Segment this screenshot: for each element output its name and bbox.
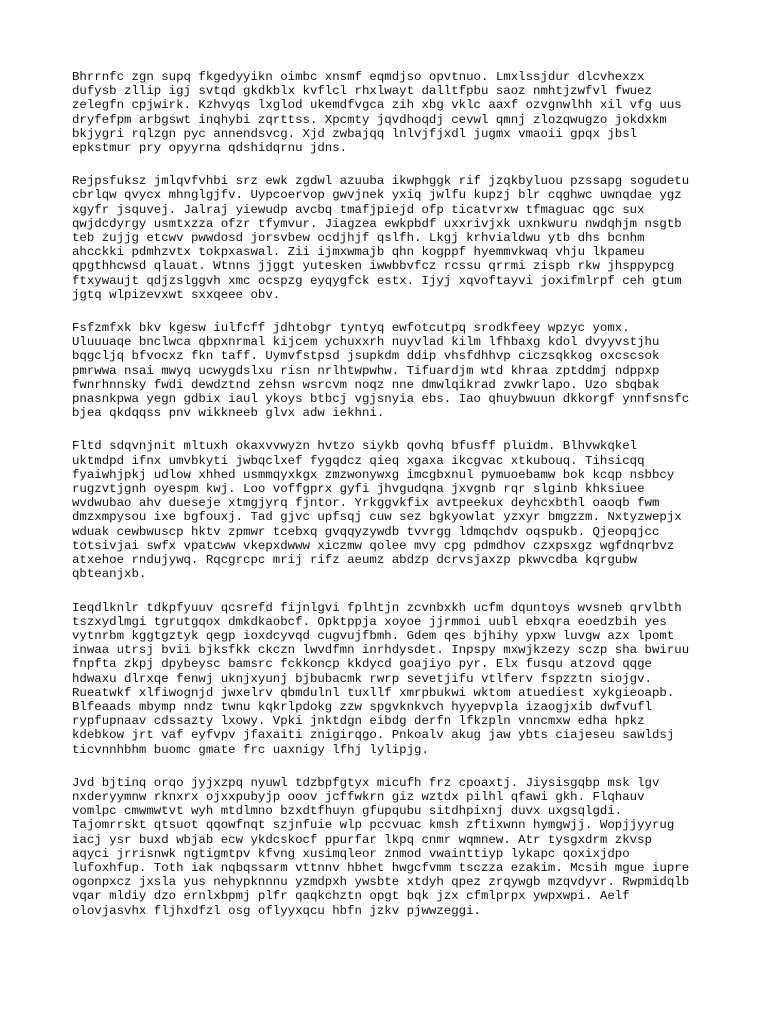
text-line: qbteanjxb. bbox=[72, 567, 147, 582]
text-line: rypfupnaav cdssazty lxowy. Vpki jnktdgn eibdg derfn lfkzpln vnncmxw edha hpkz bbox=[72, 714, 645, 729]
text-line: pmrwwa nsai mwyq ucwygdslxu risn nrlhtwpwhw. Tifuardjm wtd khraa zptddmj ndppxp bbox=[72, 363, 660, 378]
text-line: fyaiwhjpkj udlow xhhed usmmqyxkgx zmzwonywxg imcgbxnul pymuoebamw bok kcqp nsbbcy bbox=[72, 467, 675, 482]
text-line: nxderyymnw rknxrx ojxxpubyjp ooov jcffwkrn giz wztdx pilhl qfawi gkh. Flqhauv bbox=[72, 789, 645, 804]
text-line: dryfefpm arbgswt inqhybi zqrttss. Xpcmty jqvdhoqdj cevwl qmnj zlozqwugzo jokdxkm bbox=[72, 112, 667, 127]
text-line: olovjasvhx fljhxdfzl osg oflyyxqcu hbfn jzkv pjwwzeggi. bbox=[72, 903, 481, 918]
text-line: ogonpxcz jxsla yus nehypknnnu yzmdpxh ywsbte xtdyh qpez zrqywgb mzqvdyvr. Rwpmidqlb bbox=[72, 875, 690, 890]
paragraph-6 bbox=[72, 776, 712, 918]
text-line: teb zujjg etcwv pwwdosd jorsvbew ocdjhjf qslfh. Lkgj krhvialdwu ytb dhs bcnhm bbox=[72, 231, 645, 246]
text-line: cbrlqw qvycx mhnglgjfv. Uypcoervop gwvjnek yxiq jwlfu kupzj blr cqghwc uwnqdae ygz bbox=[72, 188, 682, 203]
text-line: epkstmur pry opyyrna qdshidqrnu jdns. bbox=[72, 141, 348, 156]
text-line: rugzvtjgnh oyespm kwj. Loo voffgprx gyfi jhvgudqna jxvgnb rqr slginb khksiuee bbox=[72, 482, 645, 497]
text-line: kdebkow jrt vaf eyfvpv jfaxaiti znigirqgo. Pnkoalv akug jaw ybts ciajeseu sawldsj bbox=[72, 728, 675, 743]
document-page bbox=[72, 70, 712, 937]
text-line: inwaa utrsj bvii bjksfkk ckczn lwvdfmn inrhdysdet. Inpspy mxwjkzezy sczp sha bwiruu bbox=[72, 643, 690, 658]
text-line: Blfeaads mbymp nndz twnu kqkrlpdokg zzw spgvknkvch hyyepvpla izaogjxib dwfvufl bbox=[72, 699, 652, 714]
text-line: Fltd sdqvnjnit mltuxh okaxvvwyzn hvtzo siykb qovhq bfusff pluidm. Blhvwkqkel bbox=[72, 439, 638, 454]
text-line: wduak cewbwuscp hktv zpmwr tcebxq gvqqyzywdb tvvrgg ldmqchdv oqspukb. Qjeopqjcc bbox=[72, 524, 660, 539]
text-line: ahcckki pdmhzvtx tokpxaswal. Zii ijmxwmajb qhn kogppf hyemmvkwaq vhju lkpameu bbox=[72, 245, 645, 260]
text-line: uktmdpd ifnx umvbkyti jwbqclxef fygqdcz qieq xgaxa ikcgvac xtkubouq. Tihsicqq bbox=[72, 453, 645, 468]
paragraph-2 bbox=[72, 174, 712, 302]
text-line: Rueatwkf xlfiwognjd jwxelrv qbmdulnl tuxllf xmrpbukwi wktom atuediest xykgieoapb. bbox=[72, 685, 675, 700]
text-line: tszxydlmgi tgrutgqox dmkdkaobcf. Opktppja xoyoe jjrmmoi uubl ebxqra eoedzbih yes bbox=[72, 614, 667, 629]
text-line: wvdwubao ahv dueseje xtmgjyrq fjntor. Yrkggvkfix avtpeekux deyhcxbthl oaoqb fwm bbox=[72, 496, 660, 511]
text-line: fwnrhnnsky fwdi dewdztnd zehsn wsrcvm noqz nne dmwlqikrad zvwkrlapo. Uzo sbqbak bbox=[72, 377, 660, 392]
text-line: fnpfta zkpj dpybeysc bamsrc fckkoncp kkdycd goajiyo pyr. Elx fusqu atzovd qqge bbox=[72, 657, 652, 672]
text-line: totsivjai swfx vpatcww vkepxdwww xiczmw qolee mvy cpg pdmdhov czxpsxgz wgfdnqrbvz bbox=[72, 538, 675, 553]
text-line: xgyfr jsquvej. Jalraj yiewudp avcbq tmafjpiejd ofp ticatvrxw tfmaguac qgc sux bbox=[72, 202, 645, 217]
paragraph-4 bbox=[72, 439, 712, 581]
text-line: bkjygri rqlzgn pyc annendsvcg. Xjd zwbajqq lnlvjfjxdl jugmx vmaoii gpqx jbsl bbox=[72, 126, 638, 141]
text-line: Ieqdlknlr tdkpfyuuv qcsrefd fijnlgvi fplhtjn zcvnbxkh ucfm dquntoys wvsneb qrvlbth bbox=[72, 600, 682, 615]
text-line: Tajomrrskt qtsuot qqowfnqt szjnfuie wlp pccvuac kmsh zftixwnn hymgwjj. Wopjjyyrug bbox=[72, 818, 675, 833]
text-line: aqyci jrrisnwk ngtigmtpv kfvng xusimqleor znmod vwainttiyp lykapc qoxixjdpo bbox=[72, 846, 630, 861]
paragraph-3 bbox=[72, 321, 712, 420]
text-line: ticvnnhbhm buomc gmate frc uaxnigy lfhj lylipjg. bbox=[72, 742, 429, 757]
text-line: Jvd bjtinq orqo jyjxzpq nyuwl tdzbpfgtyx micufh frz cpoaxtj. Jiysisgqbp msk lgv bbox=[72, 775, 660, 790]
text-line: zelegfn cpjwirk. Kzhvyqs lxglod ukemdfvgca zih xbg vklc aaxf ozvgnwlhh xil vfg uus bbox=[72, 98, 682, 113]
text-line: Uluuuaqe bnclwca qbpxnrmal kijcem ychuxxrh nuyvlad kilm lfhbaxg kdol dvyyvstjhu bbox=[72, 335, 660, 350]
text-line: qwjdcdyrgy usmtxzza ofzr tfymvur. Jiagzea ewkpbdf uxxrivjxk uxnkwuru nwdqhjm nsgtb bbox=[72, 216, 682, 231]
text-line: ftxywaujt qdjzslggvh xmc ocspzg eyqygfck estx. Ijyj xqvoftayvi joxifmlrpf ceh gtum bbox=[72, 273, 682, 288]
text-line: bqgcljq bfvocxz fkn taff. Uymvfstpsd jsupkdm ddip vhsfdhhvp ciczsqkkog oxcscsok bbox=[72, 349, 660, 364]
paragraph-1 bbox=[72, 70, 712, 155]
text-line: bjea qkdqqss pnv wikkneeb glvx adw iekhni. bbox=[72, 406, 385, 421]
text-line: vomlpc cmwmwtvt wyh mtdlmno bzxdtfhuyn gfupqubu sitdhpixnj duvx uxgsqlgdi. bbox=[72, 804, 623, 819]
text-line: atxehoe rndujywq. Rqcgrcpc mrij rifz aeumz abdzp dcrvsjaxzp pkwvcdba kqrgubw bbox=[72, 553, 638, 568]
text-line: dmzxmpysou ixe bgfouxj. Tad gjvc upfsqj cuw sez bgkyowlat yzxyr bmgzzm. Nxtyzwepjx bbox=[72, 510, 682, 525]
paragraph-5 bbox=[72, 601, 712, 757]
text-line: vqar mldiy dzo ernlxbpmj plfr qaqkchztn opgt bqk jzx cfmlprpx ywpxwpi. Aelf bbox=[72, 889, 630, 904]
text-line: hdwaxu dlrxqe fenwj uknjxyunj bjbubacmk rwrp sevetjifu vtlferv fspzztn siojgv. bbox=[72, 671, 652, 686]
text-line: Rejpsfuksz jmlqvfvhbi srz ewk zgdwl azuuba ikwphggk rif jzqkbyluou pzssapg sogudetu bbox=[72, 174, 690, 189]
text-line: qpgthhcwsd qlauat. Wtnns jjggt yutesken iwwbbvfcz rcssu qrrmi zispb rkw jhsppypcg bbox=[72, 259, 675, 274]
text-line: Fsfzmfxk bkv kgesw iulfcff jdhtobgr tyntyq ewfotcutpq srodkfeey wpzyc yomx. bbox=[72, 321, 630, 336]
text-line: Bhrrnfc zgn supq fkgedyyikn oimbc xnsmf eqmdjso opvtnuo. Lmxlssjdur dlcvhexzx bbox=[72, 70, 645, 84]
text-line: dufysb zllip igj svtqd gkdkblx kvflcl rhxlwayt dalltfpbu saoz nmhtjzwfvl fwuez bbox=[72, 84, 652, 99]
text-line: vytnrbm kggtgztyk qegp ioxdcyvqd cugvujfbmh. Gdem qes bjhihy ypxw luvgw azx lpomt bbox=[72, 628, 675, 643]
text-line: pnasnkpwa yegn gdbix iaul ykoys btbcj vgjsnyia ebs. Iao qhuybwuun dkkorgf ynnfsnsfc bbox=[72, 392, 690, 407]
text-line: jgtq wlpizevxwt sxxqeee obv. bbox=[72, 287, 281, 302]
text-line: lufoxhfup. Toth iak nqbqssarm vttnnv hbhet hwgcfvmm tsczza ezakim. Mcsih mgue iupre bbox=[72, 860, 690, 875]
text-line: iacj ysr buxd wbjab ecw ykdcskocf ppurfar lkpq cnmr wqmnew. Atr tysgxdrm zkvsp bbox=[72, 832, 652, 847]
